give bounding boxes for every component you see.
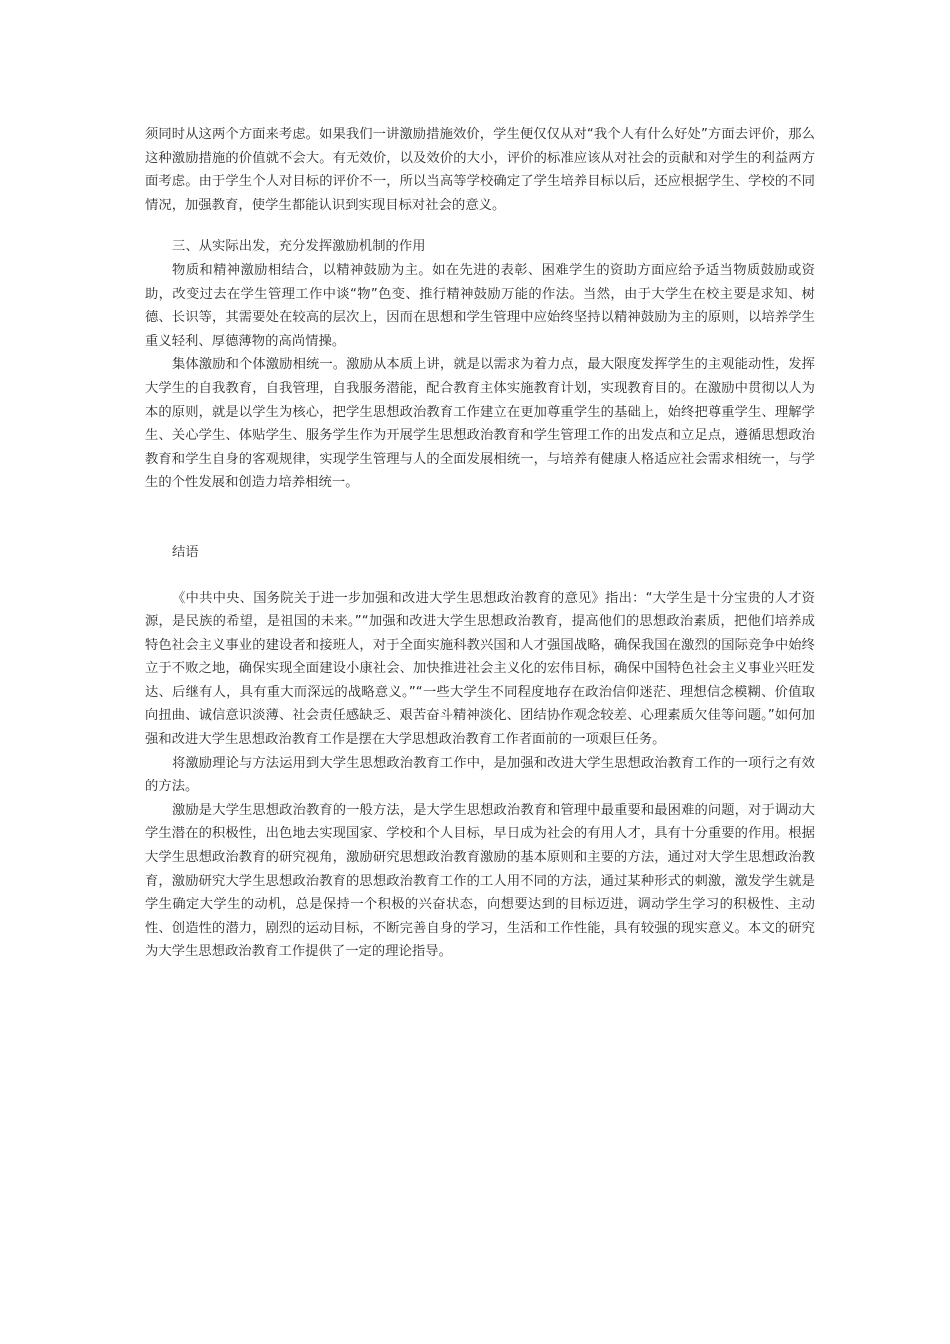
spacer xyxy=(145,217,815,235)
section-three-paragraph-1: 物质和精神激励相结合，以精神鼓励为主。如在先进的表彰、困难学生的资助方面应给予适当物质鼓励或资助，改变过去在学生管理工作中谈“物”色变、推行精神鼓励万能的作法。当然，由于大学生在校主要是求知、树德、长识等，其需要处在较高的层次上，因而在思想和学生管理中应始终坚持以精神鼓励为主的原则，以培养学生重义轻利、厚德薄物的高尚情操。 xyxy=(145,262,815,349)
conclusion-heading: 结语 xyxy=(172,544,199,560)
conclusion-paragraph-2: 将激励理论与方法运用到大学生思想政治教育工作中，是加强和改进大学生思想政治教育工作的一项行之有效的方法。 xyxy=(145,755,815,795)
section-three-heading: 三、从实际出发，充分发挥激励机制的作用 xyxy=(172,239,426,255)
conclusion-paragraph-1: 《中共中央、国务院关于进一步加强和改进大学生思想政治教育的意见》指出：“大学生是十分宝贵的人才资源，是民族的希望，是祖国的未来。”“加强和改进大学生思想政治教育，提高他们的思想政治素质，把他们培养成特色社会主义事业的建设者和接班人，对于全面实施科教兴国和人才强国战略，确保我国在激烈的国际竞争中始终立于不败之地，确保实现全面建设小康社会、加快推进社会主义化的宏伟目标，确保中国特色社会主义事业兴旺发达、后继有人，具有重大而深远的战略意义。”“一些大学生不同程度地存在政治信仰迷茫、理想信念模糊、价值取向扭曲、诚信意识淡薄、社会责任感缺乏、艰苦奋斗精神淡化、团结协作观念较差、心理素质欠佳等问题。”如何加强和改进大学生思想政治教育工作是摆在大学思想政治教育工作者面前的一项艰巨任务。 xyxy=(145,590,815,748)
document-body xyxy=(145,123,815,964)
spacer xyxy=(145,495,815,541)
continuation-paragraph: 须同时从这两个方面来考虑。如果我们一讲激励措施效价，学生便仅仅从对“我个人有什么好处”方面去评价，那么这种激励措施的价值就不会大。有无效价，以及效价的大小，评价的标准应该从对社会的贡献和对学生的利益两方面考虑。由于学生个人对目标的评价不一，所以当高等学校确定了学生培养目标以后，还应根据学生、学校的不同情况，加强教育，使学生都能认识到实现目标对社会的意义。 xyxy=(145,127,815,213)
section-three-paragraph-2: 集体激励和个体激励相统一。激励从本质上讲，就是以需求为着力点，最大限度发挥学生的主观能动性，发挥大学生的自我教育，自我管理，自我服务潜能，配合教育主体实施教育计划，实现教育目的。在激励中贯彻以人为本的原则，就是以学生为核心，把学生思想政治教育工作建立在更加尊重学生的基础上，始终把尊重学生、理解学生、关心学生、体贴学生、服务学生作为开展学生思想政治教育和学生管理工作的出发点和立足点，遵循思想政治教育和学生自身的客观规律，实现学生管理与人的全面发展相统一，与培养有健康人格适应社会需求相统一，与学生的个性发展和创造力培养相统一。 xyxy=(145,357,815,491)
conclusion-paragraph-3: 激励是大学生思想政治教育的一般方法，是大学生思想政治教育和管理中最重要和最困难的问题，对于调动大学生潜在的积极性，出色地去实现国家、学校和个人目标，早日成为社会的有用人才，具有十分重要的作用。根据大学生思想政治教育的研究视角，激励研究思想政治教育激励的基本原则和主要的方法，通过对大学生思想政治教育，激励研究大学生思想政治教育的思想政治教育工作的工人用不同的方法，通过某种形式的刺激，激发学生就是学生确定大学生的动机，总是保持一个积极的兴奋状态，向想要达到的目标迈进，调动学生学习的积极性、主动性、创造性的潜力，剧烈的运动目标，不断完善自身的学习，生活和工作性能，具有较强的现实意义。本文的研究为大学生思想政治教育工作提供了一定的理论指导。 xyxy=(145,802,815,960)
spacer xyxy=(145,565,815,587)
